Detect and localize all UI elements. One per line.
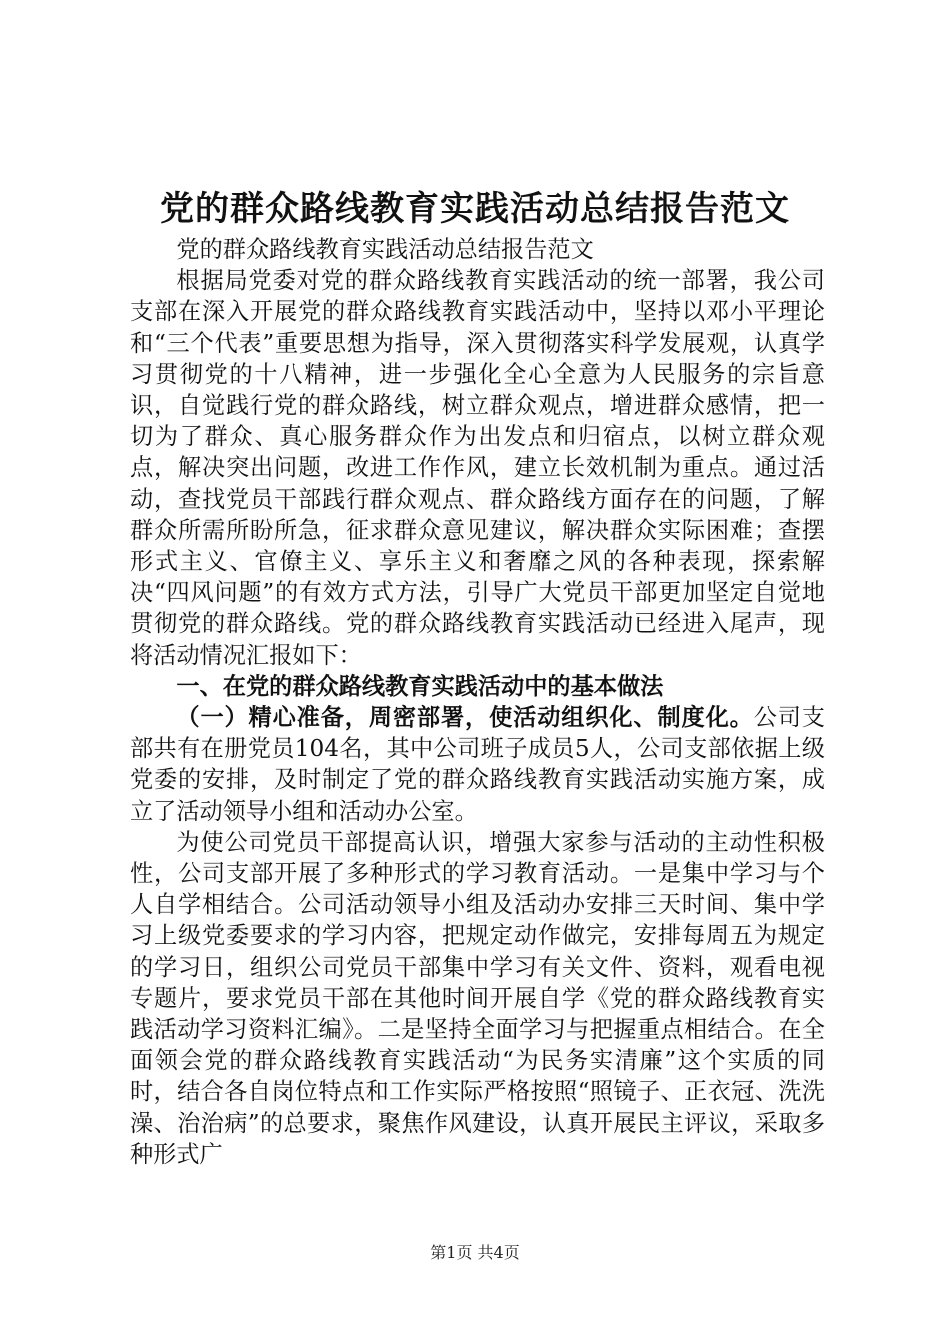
section-heading: 一、在党的群众路线教育实践活动中的基本做法 (176, 672, 664, 700)
subsection-text: 公司支部共有在册党员104名，其中公司班子成员5人，公司支部依据上级党委的安排，及时制定了党的群众路线教育实践活动实施方案，成立了活动领导小组和活动办公室。 (130, 704, 825, 825)
document-title: 党的群众路线教育实践活动总结报告范文 (160, 189, 790, 229)
page-footer: 第1页 共4页 (430, 1243, 520, 1262)
subsection-lead: （一）精心准备，周密部署，使活动组织化、制度化。 (176, 704, 754, 732)
study-paragraph: 为使公司党员干部提高认识，增强大家参与活动的主动性积极性，公司支部开展了多种形式的学习教育活动。一是集中学习与个人自学相结合。公司活动领导小组及活动办安排三天时间、集中学习上级党委要求的学习内容，把规定动作做完，安排每周五为规定的学习日，组织公司党员干部集中学习有关文件、资料，观看电视专题片，要求党员干部在其他时间开展自学《党的群众路线教育实践活动学习资料汇编》。二是坚持全面学习与把握重点相结合。在全面领会党的群众路线教育实践活动“为民务实清廉”这个实质的同时，结合各自岗位特点和工作实际严格按照“照镜子、正衣冠、洗洗澡、治治病”的总要求，聚焦作风建设，认真开展民主评议，采取多种形式广 (130, 828, 825, 1168)
subsection-paragraph (130, 702, 825, 827)
intro-paragraph: 根据局党委对党的群众路线教育实践活动的统一部署，我公司支部在深入开展党的群众路线教育实践活动中，坚持以邓小平理论和“三个代表”重要思想为指导，深入贯彻落实科学发展观，认真学习贯彻党的十八精神，进一步强化全心全意为人民服务的宗旨意识，自觉践行党的群众路线，树立群众观点，增进群众感情，把一切为了群众、真心服务群众作为出发点和归宿点，以树立群众观点，解决突出问题，改进工作作风，建立长效机制为重点。通过活动，查找党员干部践行群众观点、群众路线方面存在的问题，了解群众所需所盼所急，征求群众意见建议，解决群众实际困难；查摆形式主义、官僚主义、享乐主义和奢靡之风的各种表现，探索解决“四风问题”的有效方式方法，引导广大党员干部更加坚定自觉地贯彻党的群众路线。党的群众路线教育实践活动已经进入尾声，现将活动情况汇报如下： (130, 267, 825, 669)
document-body (130, 234, 825, 1170)
subtitle-paragraph: 党的群众路线教育实践活动总结报告范文 (176, 236, 594, 263)
